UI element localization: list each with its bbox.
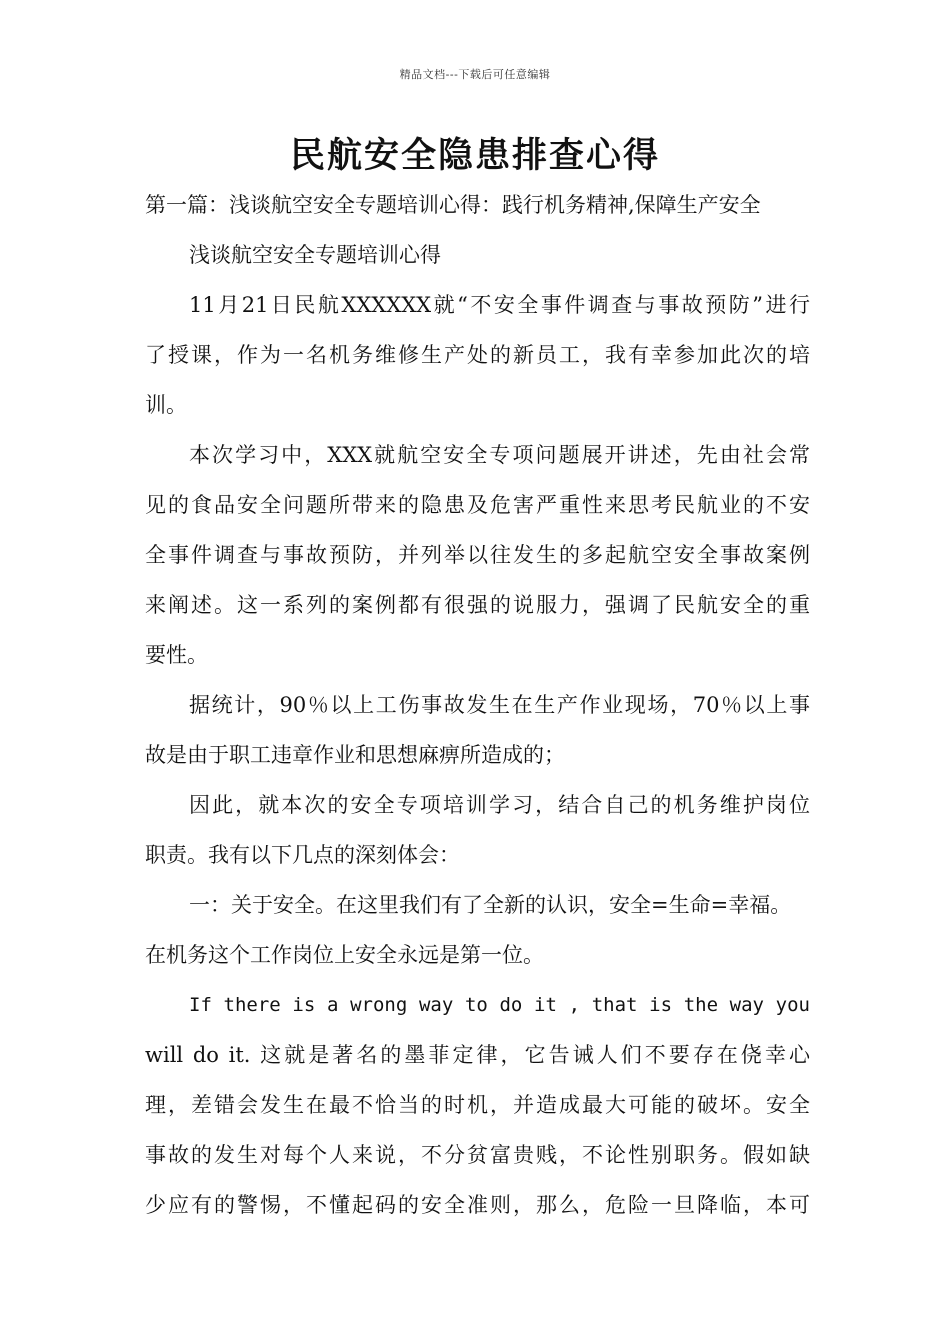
header-note: 精品文档---下载后可任意编辑 — [399, 68, 551, 81]
subtitle-line: 浅谈航空安全专题培训心得 — [189, 243, 441, 267]
paragraph-line: 因此，就本次的安全专项培训学习，结合自己的机务维护岗位 — [189, 793, 810, 817]
paragraph-line: 据统计，90％以上工伤事故发生在生产作业现场，70％以上事 — [189, 693, 810, 717]
paragraph-line: 了授课，作为一名机务维修生产处的新员工，我有幸参加此次的培 — [145, 343, 810, 367]
paragraph-line: 11月21日民航XXXXXX就“不安全事件调查与事故预防”进行 — [189, 293, 810, 317]
paragraph-line: 要性。 — [145, 643, 208, 667]
paragraph-line: 事故的发生对每个人来说，不分贫富贵贱，不论性别职务。假如缺 — [145, 1143, 810, 1167]
section-heading: 第一篇：浅谈航空安全专题培训心得：践行机务精神,保障生产安全 — [145, 193, 761, 217]
paragraph-line: 理，差错会发生在最不恰当的时机，并造成最大可能的破坏。安全 — [145, 1093, 810, 1117]
paragraph-line: 故是由于职工违章作业和思想麻痹所造成的； — [145, 743, 565, 767]
paragraph-line: 少应有的警惕，不懂起码的安全准则，那么，危险一旦降临，本可 — [145, 1193, 810, 1217]
paragraph-line: 在机务这个工作岗位上安全永远是第一位。 — [145, 943, 544, 967]
english-quote-line: If there is a wrong way to do it , that is the way you — [189, 994, 810, 1016]
paragraph-line: 一：关于安全。在这里我们有了全新的认识，安全=生命=幸福。 — [189, 893, 792, 917]
paragraph-line: 来阐述。这一系列的案例都有很强的说服力，强调了民航安全的重 — [145, 593, 810, 617]
document-body — [145, 180, 810, 1230]
paragraph-line: 训。 — [145, 393, 187, 417]
document-title: 民航安全隐患排查心得 — [289, 136, 660, 176]
paragraph-line: will do it. 这就是著名的墨菲定律，它告诫人们不要存在侥幸心 — [145, 1043, 810, 1067]
paragraph-line: 全事件调查与事故预防，并列举以往发生的多起航空安全事故案例 — [145, 543, 810, 567]
paragraph-line: 职责。我有以下几点的深刻体会： — [145, 843, 460, 867]
paragraph-line: 本次学习中，XXX就航空安全专项问题展开讲述，先由社会常 — [189, 443, 810, 467]
paragraph-line: 见的食品安全问题所带来的隐患及危害严重性来思考民航业的不安 — [145, 493, 810, 517]
